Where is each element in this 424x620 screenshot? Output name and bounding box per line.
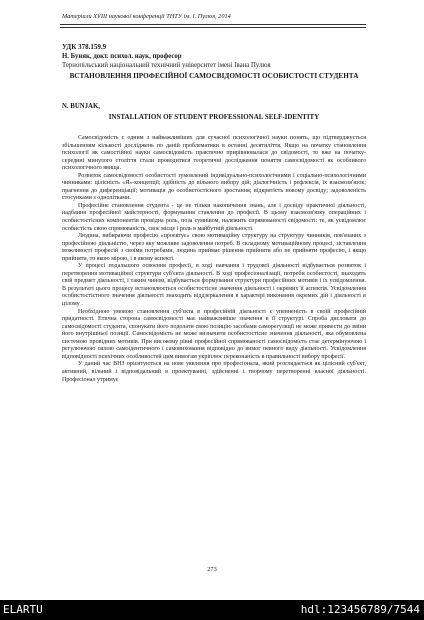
running-header: Матеріали XVIII наукової конференції ТНТУ ім. І. Пулюя, 2014 [62,13,231,20]
udk-code: УДК 378.159.9 [62,43,107,51]
paragraph: Професійне становлення студента - це не тільки накопичення знань, але і досвіду практичної діяльності, надбання професійної майстерності, формування ставлення до професії. В цьому взаємозв'язку операційних і особистостісних компонентів провідна роль, поза сумнівом, належить спрямованості свідомості: те, як усвідомлює особистість свою спрямованість, своє місце і роль в майбутній діяльності. [62,202,366,232]
paragraph: У процесі подальшого освоєння професії, в ході навчання і трудової діяльності відбувається розвиток і перетворення мотиваційної структури суб'єкта діяльності. В ході професіоналізації, потреби особистості, знаходять свій предмет діяльності, і таким чином, відбувається формування структури професійних мотивів і їх усвідомлення. В результаті цього процесу встановлюється особистостісне значення діяльності і окремих її аспектів. Усвідомлення особистостістного значення діяльності знаходить віддзеркалення в характері виконання окремих дій і діяльності в цілому . [62,263,366,308]
paragraph: Розвиток самосвідомості особистості зумовлений індивідуально-психологічними і соціально-психологічними чинниками: цілісність «Я»-концепції; здібність до вільного вибору дій; діалогічність і рефлексія, їх взаємозв'язок; прагнення до диференціації; мотивація до особистостісного зростання; відкритість новому досвіду; задоволеність стосунками з однолітками. [62,172,366,202]
page-number: 273 [207,566,217,573]
footer-bar [0,600,424,620]
paragraph: Самосвідомість є одним з найважливіших для сучасної психологічної науки понять, що підтверджується збільшенням кількості досліджень по даній проблематики в останні десятиліття. Якщо на початку становлення психології як самостійної науки самосвідомість практично прирівнювалася до свідомості, то вже на початку-середині минулого століття стали проводитися теоретичні дослідження поняття самосвідомості як особливого психологічного явища. [62,135,366,172]
handle-identifier[interactable]: hdl:123456789/7544 [300,603,420,616]
repository-name[interactable]: ELARTU [3,603,43,616]
author-en: N. BUNJAK, [62,103,100,110]
paragraph: У даний час ВНЗ орієнтуються на нове уявлення про професіонала, який розглядається як цілісний суб'єкт, активний, вільний і відповідальний в проектуванні, здійсненні і творчому перетворенні власної діяльності. Професіонал утримує [62,361,366,383]
article-body [62,135,366,384]
paragraph: Людина, вибираючи професію «проектує» свою мотиваційну структуру на структуру чинників, пов'язаних з професійною діяльністю, через яку можливе задоволення потреб. В складному мотиваційному процесі, зіставлення можливості професій з своїми потребами, людина приймає рішення прийняти або не прийняти професію, і якщо прийняти, то якою мірою, і в якому аспекті. [62,233,366,262]
paragraph: Необхідною умовою становлення суб'єкта в професійній діяльності є упевненість в своїй професійній придатності. Етична сторона самосвідомості має найважливіше значення в її структурі. Спроба дисловати до самосвідомості студента, спонукати його подолати свою позицію засобами саморегуляції не може привести до зміни його внутрішньої позиції. Самосвідомість не може визначити особистостісне значення діяльності, яка обумовлена системою провідних мотивів. При високому рівні професійної спрямованості самосвідомість стає детермінуючою і регулюючою силою самоідентичного і самовиховання відповідно до вимог певного виду діяльності. Усвідомлення відповідності психічних особливостей цим вимогам укріплює переконаність в правильності вибору професії. [62,308,366,360]
title-ua: ВСТАНОВЛЕННЯ ПРОФЕСІЙНОЇ САМОСВІДОМОСТІ ОСОБИСТОСТІ СТУДЕНТА [69,72,359,80]
header-rule [60,24,366,28]
title-en: INSTALLATION OF STUDENT PROFESSIONAL SELF-IDENTITY [108,113,320,121]
author-ua: Н. Буняк, докт. психол. наук, професор [62,53,182,60]
affiliation: Тернопільський національний технічний університет імені Івана Пулюя [62,62,271,69]
